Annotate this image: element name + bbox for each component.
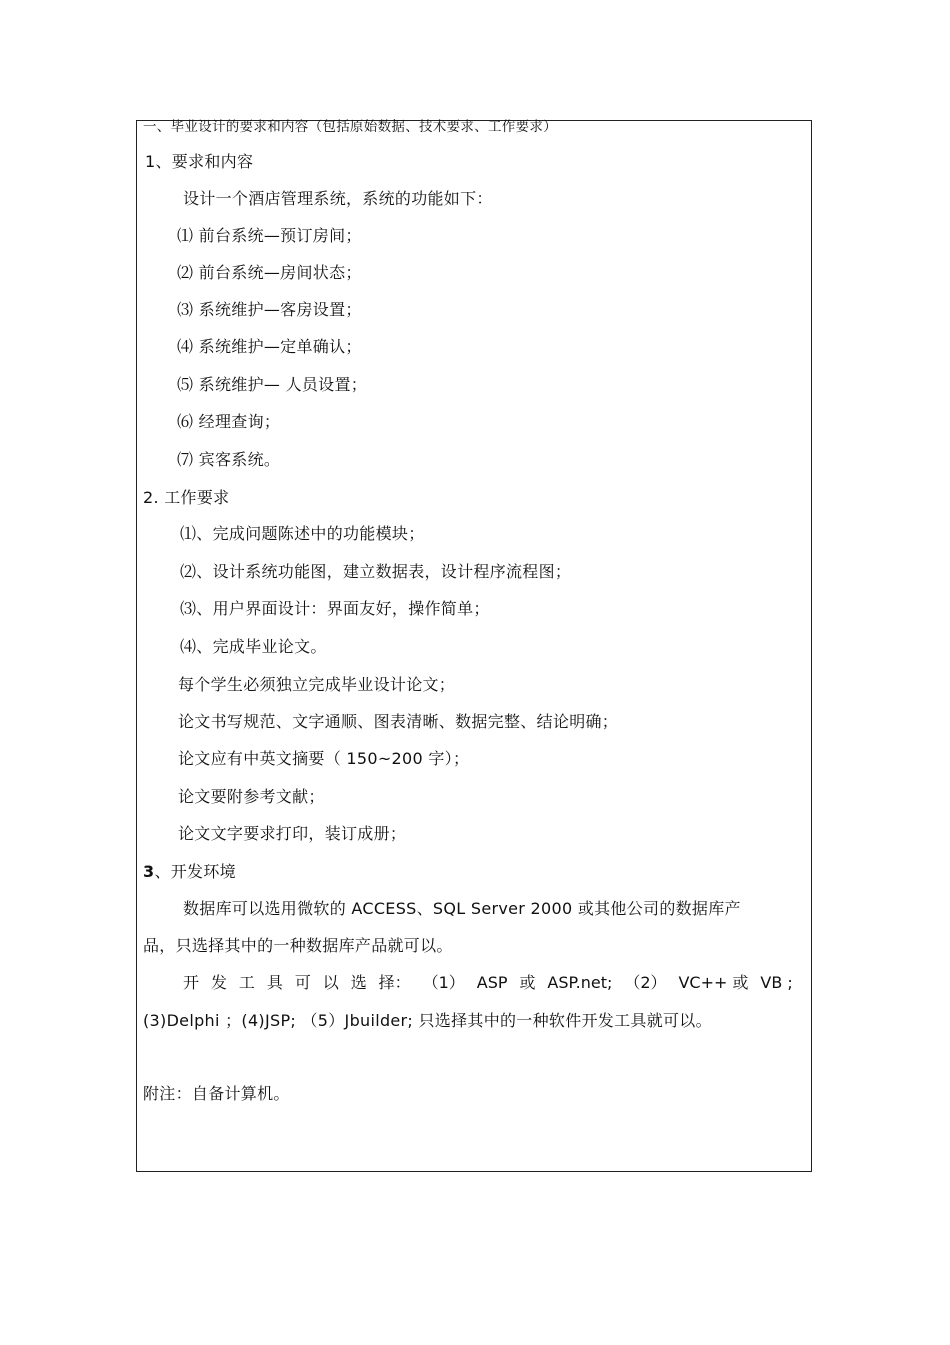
function-item-3: ⑶ 系统维护—客房设置；: [177, 300, 362, 319]
work-item-1: ⑴、完成问题陈述中的功能模块；: [180, 524, 425, 543]
function-item-5: ⑸ 系统维护— 人员设置；: [177, 375, 368, 394]
tools-word: ASP: [476, 973, 508, 992]
function-item-6: ⑹ 经理查询；: [177, 412, 281, 431]
thesis-note-1: 每个学生必须独立完成毕业设计论文；: [178, 675, 456, 694]
tools-word: 或: [519, 973, 536, 992]
work-item-4: ⑷、完成毕业论文。: [180, 637, 327, 656]
tools-word: 工: [238, 973, 255, 992]
tools-word: ASP.net;: [547, 973, 613, 992]
section-1-title: 1、要求和内容: [145, 152, 254, 171]
thesis-note-2: 论文书写规范、文字通顺、图表清晰、数据完整、结论明确；: [178, 712, 619, 731]
thesis-note-5: 论文文字要求打印，装订成册；: [178, 824, 407, 843]
thesis-note-3: 论文应有中英文摘要（ 150~200 字）；: [178, 749, 470, 768]
function-item-2: ⑵ 前台系统—房间状态；: [177, 263, 362, 282]
work-item-3: ⑶、用户界面设计：界面友好，操作简单；: [180, 599, 490, 618]
function-item-1: ⑴ 前台系统—预订房间；: [177, 226, 362, 245]
tools-word: （1）: [422, 973, 465, 992]
tools-word: 开: [183, 973, 200, 992]
database-line-1: 数据库可以选用微软的 ACCESS、SQL Server 2000 或其他公司的数据库产: [183, 899, 741, 918]
thesis-note-4: 论文要附参考文献；: [178, 787, 325, 806]
section-2-title: 2. 工作要求: [143, 488, 230, 507]
section-1-intro: 设计一个酒店管理系统，系统的功能如下：: [183, 189, 493, 208]
tools-word: 具: [266, 973, 283, 992]
function-item-7: ⑺ 宾客系统。: [177, 450, 281, 469]
tools-word: 择：: [378, 973, 411, 992]
tools-line-1: [183, 973, 793, 993]
tools-word: 选: [350, 973, 367, 992]
tools-word: 以: [322, 973, 339, 992]
function-item-4: ⑷ 系统维护—定单确认；: [177, 337, 362, 356]
tools-word: 可: [294, 973, 311, 992]
table-header-title: 一、毕业设计的要求和内容（包括原始数据、技术要求、工作要求）: [143, 119, 557, 135]
section-3-title: [143, 862, 236, 882]
work-item-2: ⑵、设计系统功能图，建立数据表，设计程序流程图；: [180, 562, 572, 581]
tools-word: 发: [210, 973, 227, 992]
tools-word: VC++ 或: [678, 973, 749, 992]
tools-word: （2）: [624, 973, 667, 992]
section-3-number: 3: [143, 862, 155, 881]
section-3-title-text: 、开发环境: [154, 862, 236, 881]
footer-note: 附注：自备计算机。: [143, 1084, 290, 1103]
database-line-2: 品，只选择其中的一种数据库产品就可以。: [143, 936, 453, 955]
tools-word: VB ;: [760, 973, 793, 992]
tools-line-2: (3)Delphi ；(4)JSP; （5）Jbuilder; 只选择其中的一种软件开发工具就可以。: [143, 1011, 712, 1030]
